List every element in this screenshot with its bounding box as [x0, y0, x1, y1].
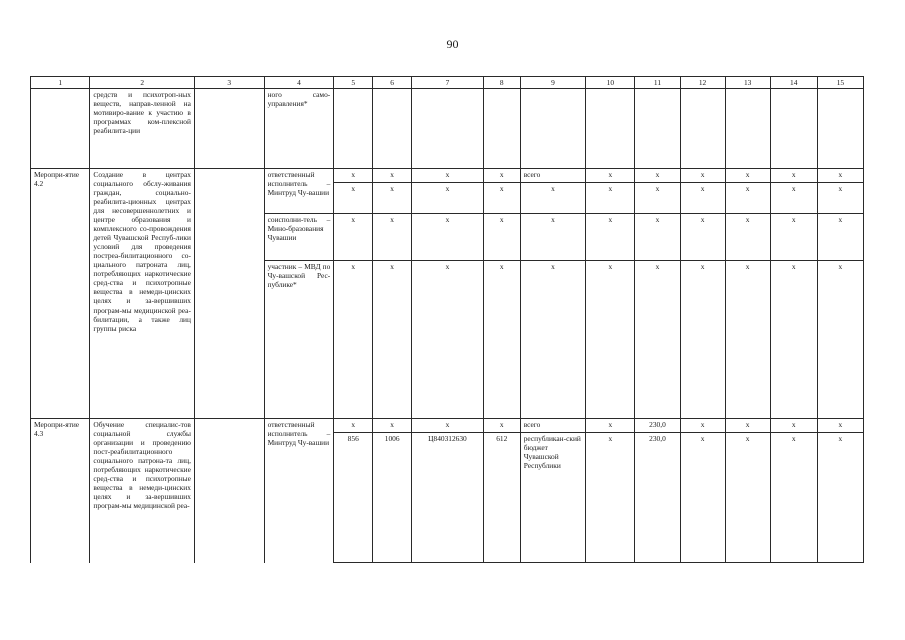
value-cell: x	[725, 169, 770, 183]
header-cell: 11	[635, 77, 680, 89]
value-cell: x	[635, 261, 680, 419]
value-cell: x	[412, 419, 484, 433]
executor-cell: ного само-управления*	[264, 89, 334, 169]
executor-cell: ответственный исполнитель – Минтруд Чу-вашии	[264, 169, 334, 214]
value-cell: x	[483, 261, 520, 419]
value-cell: 1006	[373, 433, 412, 563]
value-cell: x	[483, 214, 520, 261]
value-cell: x	[635, 169, 680, 183]
value-cell: x	[680, 169, 725, 183]
value-cell: x	[520, 261, 586, 419]
value-cell: x	[412, 261, 484, 419]
header-row	[31, 77, 864, 89]
table-row	[31, 89, 864, 169]
value-cell: x	[770, 261, 817, 419]
value-cell: x	[817, 419, 863, 433]
value-cell: x	[373, 419, 412, 433]
value-cell: x	[725, 183, 770, 214]
value-cell: x	[680, 214, 725, 261]
value-cell: x	[373, 214, 412, 261]
value-cell: x	[680, 433, 725, 563]
table-row: участник – МВД по Чу-вашской Рес-публике* x x x x x x x x x x x	[31, 261, 864, 419]
value-cell: x	[635, 183, 680, 214]
value-cell: x	[725, 261, 770, 419]
value-cell: x	[680, 419, 725, 433]
value-cell: x	[770, 183, 817, 214]
value-cell: x	[334, 419, 373, 433]
header-cell: 15	[817, 77, 863, 89]
value-cell: x	[483, 183, 520, 214]
funding-source: всего	[520, 169, 586, 183]
value-cell: x	[725, 214, 770, 261]
header-cell: 12	[680, 77, 725, 89]
value-cell: x	[817, 433, 863, 563]
value-cell: 230,0	[635, 433, 680, 563]
executor-cell: ответственный исполнитель – Минтруд Чу-вашии	[264, 419, 334, 563]
program-table	[30, 76, 864, 563]
value-cell: x	[680, 183, 725, 214]
executor-cell: участник – МВД по Чу-вашской Рес-публике*	[264, 261, 334, 419]
value-cell: x	[680, 261, 725, 419]
value-cell: x	[586, 433, 635, 563]
value-cell: x	[334, 261, 373, 419]
value-cell: x	[586, 419, 635, 433]
header-cell: 2	[90, 77, 195, 89]
measure-description: Создание в центрах социального обслу-живания граждан, социально-реабилита-ционных центрах для несовершеннолетних и центре образования и комплексного со-провождения детей Чувашской Респуб-лики условий для проведения постреа-билитационного со-циального патроната лиц, потребляющих наркотические сред-ства и психотропные вещества в немеди-цинских целях и за-вершивших програм-мы медицинской реа-билитации, а также лиц группы риска	[90, 169, 195, 419]
value-cell: x	[483, 169, 520, 183]
value-cell: x	[586, 183, 635, 214]
header-cell: 5	[334, 77, 373, 89]
value-cell: x	[334, 169, 373, 183]
table-row: Меропри-ятие 4.2 Создание в центрах социального обслу-живания граждан, социально-реабилита-ционных центрах для несовершеннолетних и центре образования и комплексного со-провождения детей Чувашской Респуб-лики условий для проведения постреа-билитационного со-циального патроната лиц, потребляющих наркотические сред-ства и психотропные вещества в немеди-цинских целях и за-вершивших програм-мы медицинской реа-билитации, а также лиц группы риска ответственный исполнитель – Минтруд Чу-вашии x x x x всего x x x x x x	[31, 169, 864, 183]
header-cell: 3	[194, 77, 264, 89]
value-cell: x	[770, 214, 817, 261]
header-cell: 13	[725, 77, 770, 89]
value-cell: x	[770, 169, 817, 183]
page-number: 90	[446, 37, 459, 51]
value-cell: x	[635, 214, 680, 261]
value-cell: x	[725, 433, 770, 563]
header-cell: 1	[31, 77, 90, 89]
funding-source: всего	[520, 419, 586, 433]
measure-number: Меропри-ятие 4.3	[31, 419, 90, 563]
funding-source: республикан-ский бюджет Чувашской Республики	[520, 433, 586, 563]
value-cell: x	[373, 261, 412, 419]
value-cell: 612	[483, 433, 520, 563]
value-cell: x	[483, 419, 520, 433]
table-row: соисполни-тель – Мино-бразования Чувашии x x x x x x x x x x x	[31, 214, 864, 261]
value-cell: x	[412, 169, 484, 183]
value-cell: x	[586, 261, 635, 419]
header-cell: 7	[412, 77, 484, 89]
measure-description: Обучение специалис-тов социальной службы организации и проведению пост-реабилитационного социального патрона-та лиц, потребляющих наркотические сред-ства и психотропные вещества в немеди-цинских целях и за-вершивших програм-мы медицинской реа-	[90, 419, 195, 563]
value-cell: x	[770, 433, 817, 563]
measure-number: Меропри-ятие 4.2	[31, 169, 90, 419]
table-row	[31, 419, 864, 433]
value-cell: x	[373, 169, 412, 183]
header-cell: 14	[770, 77, 817, 89]
value-cell: x	[412, 214, 484, 261]
value-cell: 230,0	[635, 419, 680, 433]
value-cell: x	[373, 183, 412, 214]
header-cell: 10	[586, 77, 635, 89]
value-cell: Ц840312630	[412, 433, 484, 563]
header-cell: 4	[264, 77, 334, 89]
header-cell: 9	[520, 77, 586, 89]
value-cell: x	[412, 183, 484, 214]
value-cell: 856	[334, 433, 373, 563]
value-cell: x	[520, 183, 586, 214]
value-cell: x	[586, 214, 635, 261]
value-cell: x	[334, 183, 373, 214]
header-cell: 6	[373, 77, 412, 89]
value-cell: x	[520, 214, 586, 261]
value-cell: x	[770, 419, 817, 433]
table-row: x x x x x x x x x x x	[31, 183, 864, 214]
header-cell: 8	[483, 77, 520, 89]
value-cell: x	[334, 214, 373, 261]
value-cell: x	[586, 169, 635, 183]
value-cell: x	[725, 419, 770, 433]
measure-description: средств и психотроп-ных веществ, направ-ленной на мотивиро-вание к участию в программах ком-плексной реабилита-ции	[90, 89, 195, 169]
executor-cell: соисполни-тель – Мино-бразования Чувашии	[264, 214, 334, 261]
